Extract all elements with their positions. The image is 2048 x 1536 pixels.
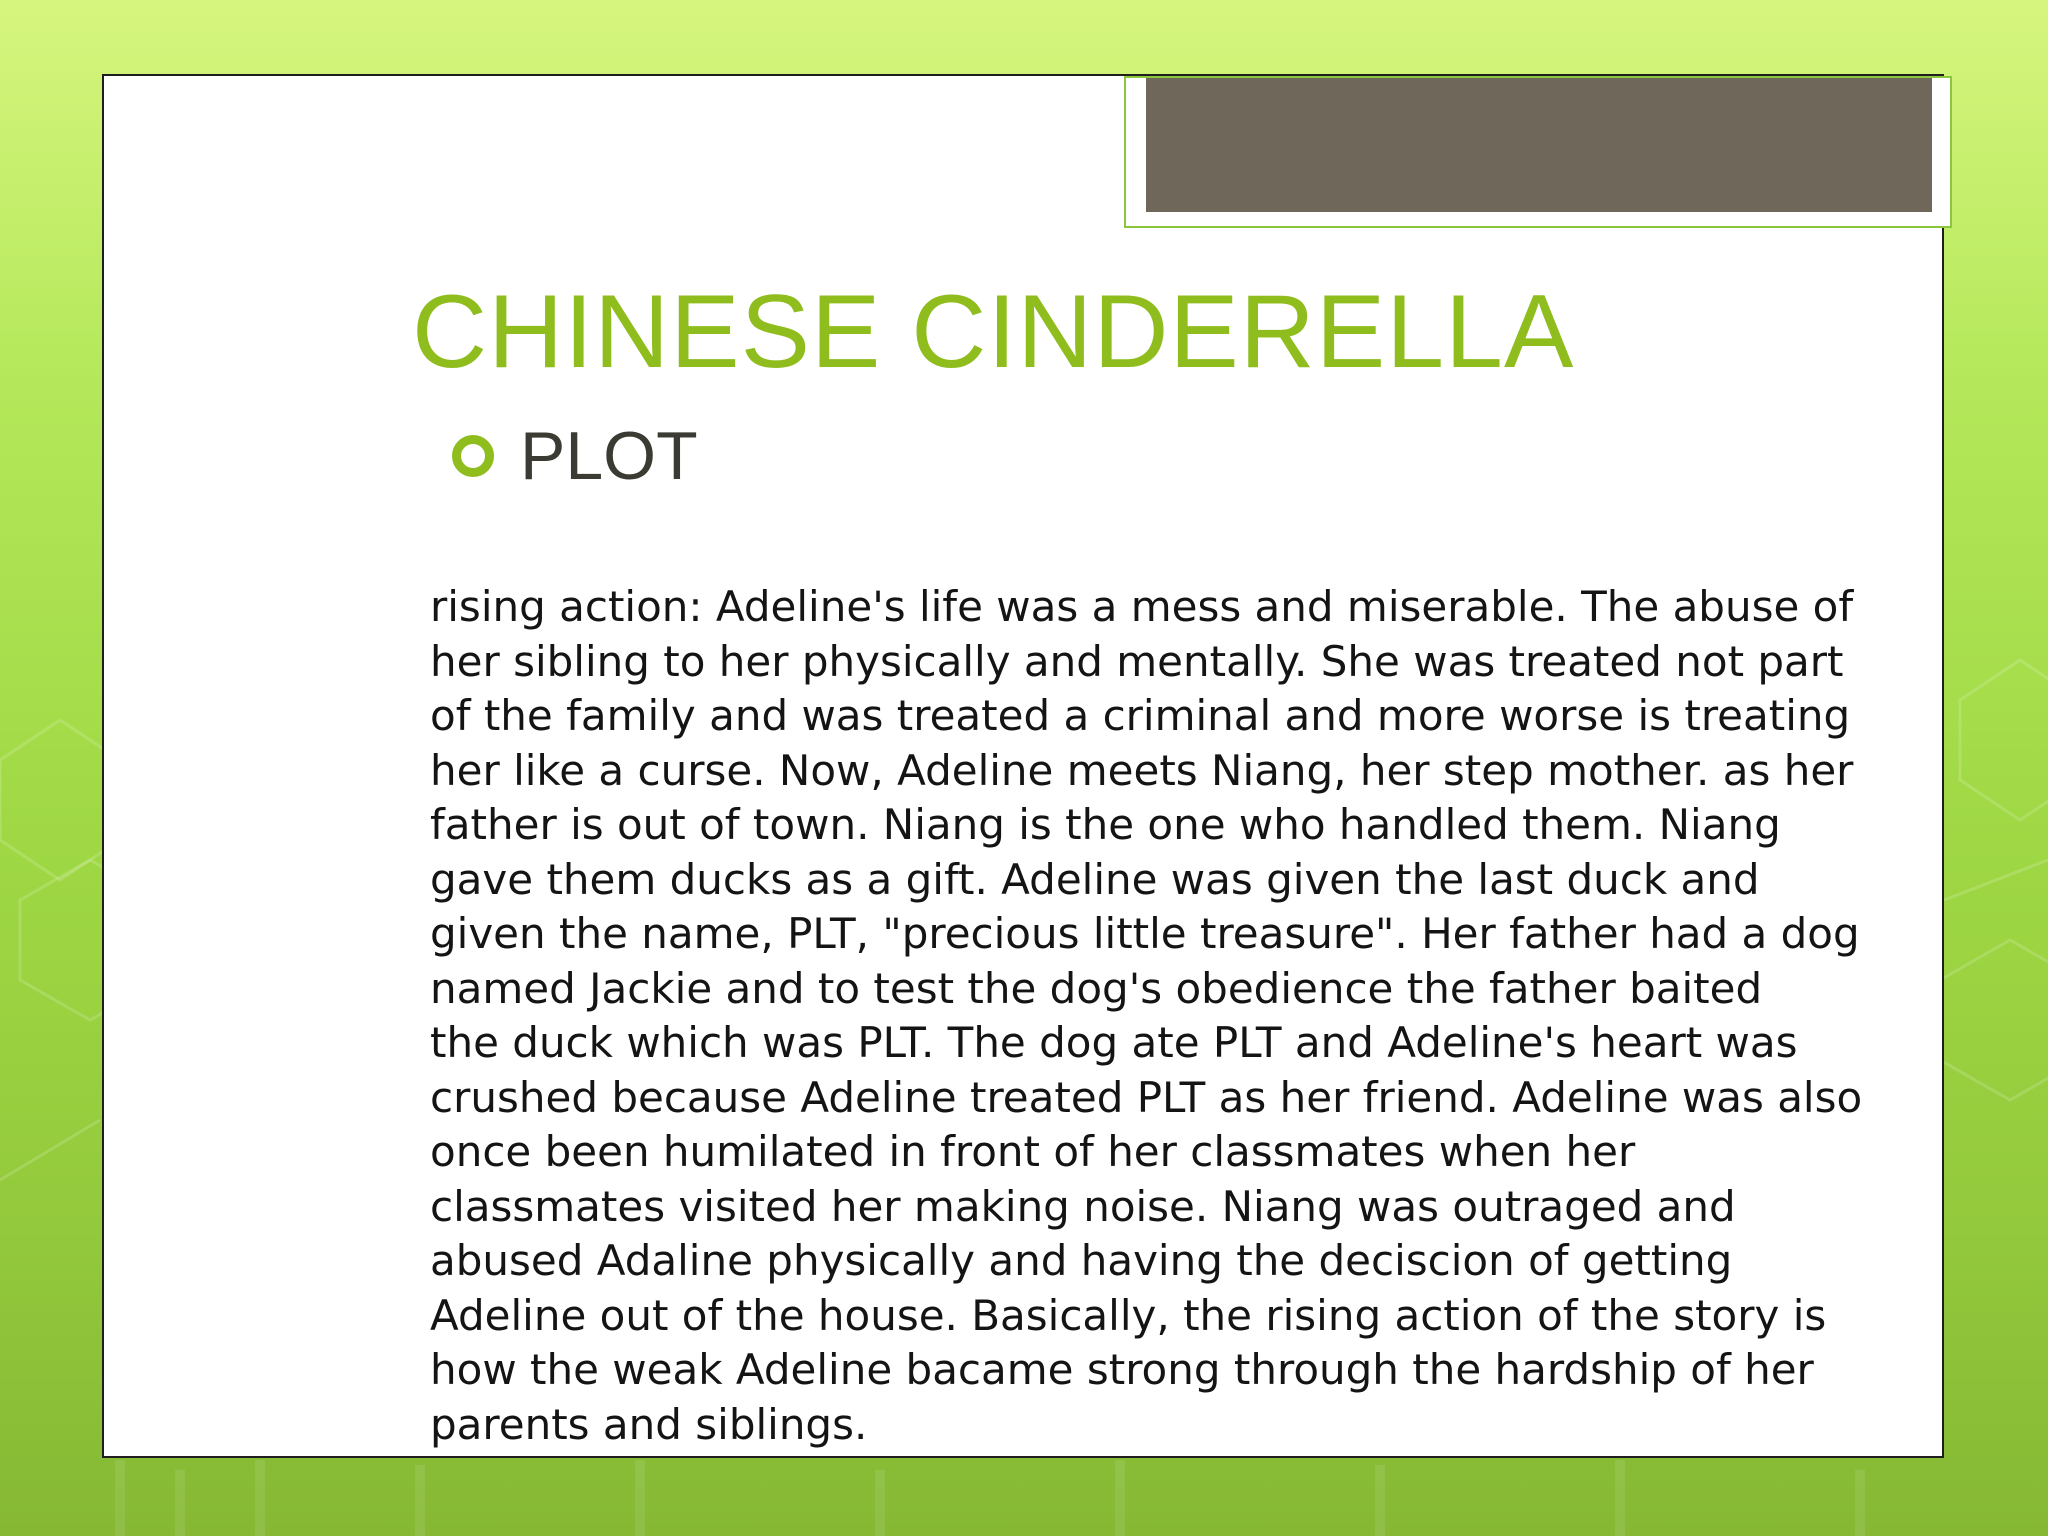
body-line: her sibling to her physically and mentally. She was treated not part <box>430 636 1844 686</box>
body-line: how the weak Adeline bacame strong through the hardship of her <box>430 1345 1814 1394</box>
body-line: gave them ducks as a gift. Adeline was given the last duck and <box>430 854 1760 904</box>
bullet-label: PLOT <box>520 418 698 494</box>
ring-bullet-icon <box>452 435 494 477</box>
body-line: given the name, PLT, "precious little treasure". Her father had a dog <box>430 909 1860 958</box>
body-line: crushed because Adeline treated PLT as her friend. Adeline was also <box>430 1072 1863 1122</box>
body-line: named Jackie and to test the dog's obedience the father baited <box>430 963 1763 1013</box>
plot-body-text <box>430 580 1950 1452</box>
body-line: Adeline out of the house. Basically, the rising action of the story is <box>430 1290 1827 1340</box>
body-line: classmates visited her making noise. Niang was outraged and <box>430 1181 1736 1231</box>
body-line: of the family and was treated a criminal and more worse is treating <box>430 691 1851 740</box>
bullet-item-plot <box>452 416 698 496</box>
slide-title: CHINESE CINDERELLA <box>412 274 1575 390</box>
body-line: rising action: Adeline's life was a mess and miserable. The abuse of <box>430 582 1854 631</box>
photo-frame <box>1124 76 1952 228</box>
slide-content-panel <box>102 74 1944 1458</box>
body-line: abused Adaline physically and having the deciscion of getting <box>430 1236 1733 1285</box>
body-line: parents and siblings. <box>430 1399 868 1449</box>
photo-placeholder <box>1146 78 1932 212</box>
body-line: father is out of town. Niang is the one who handled them. Niang <box>430 800 1781 849</box>
body-line: the duck which was PLT. The dog ate PLT and Adeline's heart was <box>430 1018 1798 1067</box>
body-line: her like a curse. Now, Adeline meets Niang, her step mother. as her <box>430 745 1854 795</box>
body-line: once been humilated in front of her classmates when her <box>430 1127 1636 1176</box>
